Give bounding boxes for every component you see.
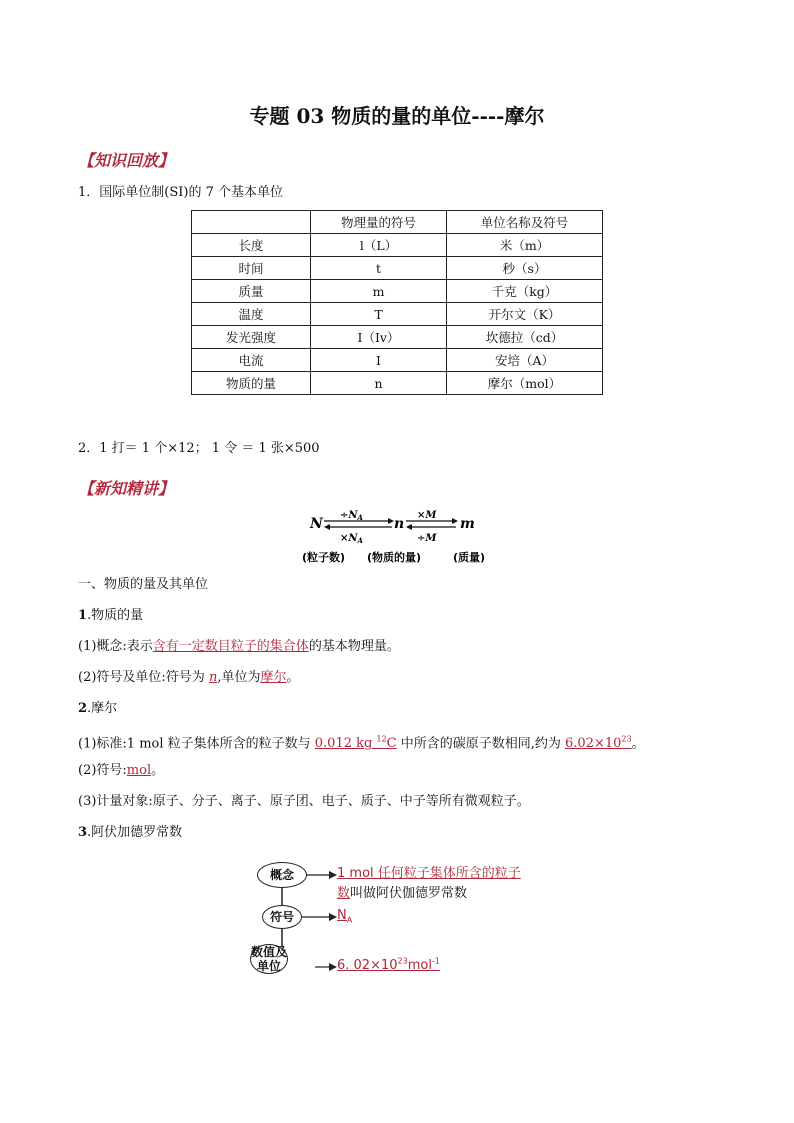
item-1-heading: 1．国际单位制(SI)的 7 个基本单位 [78, 185, 283, 200]
table-row [192, 372, 603, 395]
formula-op1-bottom: $\times N_A$ [340, 533, 363, 545]
mol-symbol-line: (2)符号:mol。 [78, 763, 165, 778]
subsection-3-heading: 3.阿伏加德罗常数 [78, 825, 183, 840]
formula-label-particles: (粒子数) [302, 551, 346, 564]
symbol-unit-line: (2)符号及单位:符号为 n,单位为摩尔。 [78, 670, 300, 685]
table-row [192, 234, 603, 257]
formula-m: m [460, 516, 475, 532]
formula-op2-bottom: ÷M [417, 533, 437, 544]
table-row [192, 257, 603, 280]
table-cell: n [311, 372, 447, 395]
concept-line: (1)概念:表示含有一定数目粒子的集合体的基本物理量。 [78, 639, 400, 654]
avogadro-symbol-text: $N_A$ [337, 908, 353, 925]
arrow-icon [329, 871, 337, 879]
table-cell: 温度 [192, 303, 311, 326]
table-row [192, 349, 603, 372]
subsection-2-heading: 2.摩尔 [78, 701, 118, 716]
table-row [192, 280, 603, 303]
table-cell: 长度 [192, 234, 311, 257]
formula-label-amount: (物质的量) [367, 551, 422, 564]
arrow-icon [329, 913, 337, 921]
table-cell: 坎德拉（cd） [447, 326, 603, 349]
node-symbol: 符号 [262, 905, 302, 929]
table-cell: 物理量的符号 [311, 211, 447, 234]
part-1-heading: 一、物质的量及其单位 [78, 577, 209, 592]
standard-line: (1)标准:1 mol 粒子集体所含的粒子数与 0.012 kg $^{12}$C 中所含的碳原子数相同,约为 $6.02\times 10^{23}$。 [78, 735, 645, 752]
table-row [192, 211, 603, 234]
node-concept: 概念 [257, 862, 307, 888]
table-cell: m [311, 280, 447, 303]
formula-label-mass: (质量) [453, 551, 486, 564]
table-cell: 单位名称及符号 [447, 211, 603, 234]
formula-N: N [310, 516, 323, 532]
formula-n: n [394, 516, 405, 532]
table-cell [192, 211, 311, 234]
table-cell: 电流 [192, 349, 311, 372]
page-title: 专题 03 物质的量的单位----摩尔 [249, 104, 545, 128]
subsection-1-heading: 1.物质的量 [78, 608, 144, 623]
item-2-text: 2．1 打＝ 1 个×12； 1 令 ＝ 1 张×500 [78, 441, 320, 456]
table-row [192, 303, 603, 326]
si-units-table [191, 210, 603, 395]
section-heading-review: 【知识回放】 [78, 151, 175, 170]
conversion-formula-diagram [300, 505, 500, 571]
table-cell: 质量 [192, 280, 311, 303]
table-cell: 发光强度 [192, 326, 311, 349]
table-cell: 时间 [192, 257, 311, 280]
node-value-unit: 数值及 单位 [251, 945, 288, 973]
table-cell: 秒（s） [447, 257, 603, 280]
measurement-objects-line: (3)计量对象:原子、分子、离子、原子团、电子、质子、中子等所有微观粒子。 [78, 794, 530, 809]
table-cell: T [311, 303, 447, 326]
table-cell: I [311, 349, 447, 372]
table-cell: 摩尔（mol） [447, 372, 603, 395]
table-cell: 开尔文（K） [447, 303, 603, 326]
table-cell: 千克（kg） [447, 280, 603, 303]
table-cell: 安培（A） [447, 349, 603, 372]
formula-op1-top: $\div N_A$ [340, 510, 363, 522]
table-row [192, 326, 603, 349]
table-cell: t [311, 257, 447, 280]
arrow-icon [329, 963, 337, 971]
formula-op2-top: ×M [417, 510, 437, 521]
avogadro-concept-text: 1 mol 任何粒子集体所含的粒子 数叫做阿伏伽德罗常数 [337, 866, 521, 901]
section-heading-new: 【新知精讲】 [78, 479, 175, 498]
avogadro-value-text: 6. $02\times 10^{23}mol^{-1}$ [337, 957, 440, 974]
table-cell: I（Iv） [311, 326, 447, 349]
table-cell: l（L） [311, 234, 447, 257]
table-cell: 米（m） [447, 234, 603, 257]
table-cell: 物质的量 [192, 372, 311, 395]
